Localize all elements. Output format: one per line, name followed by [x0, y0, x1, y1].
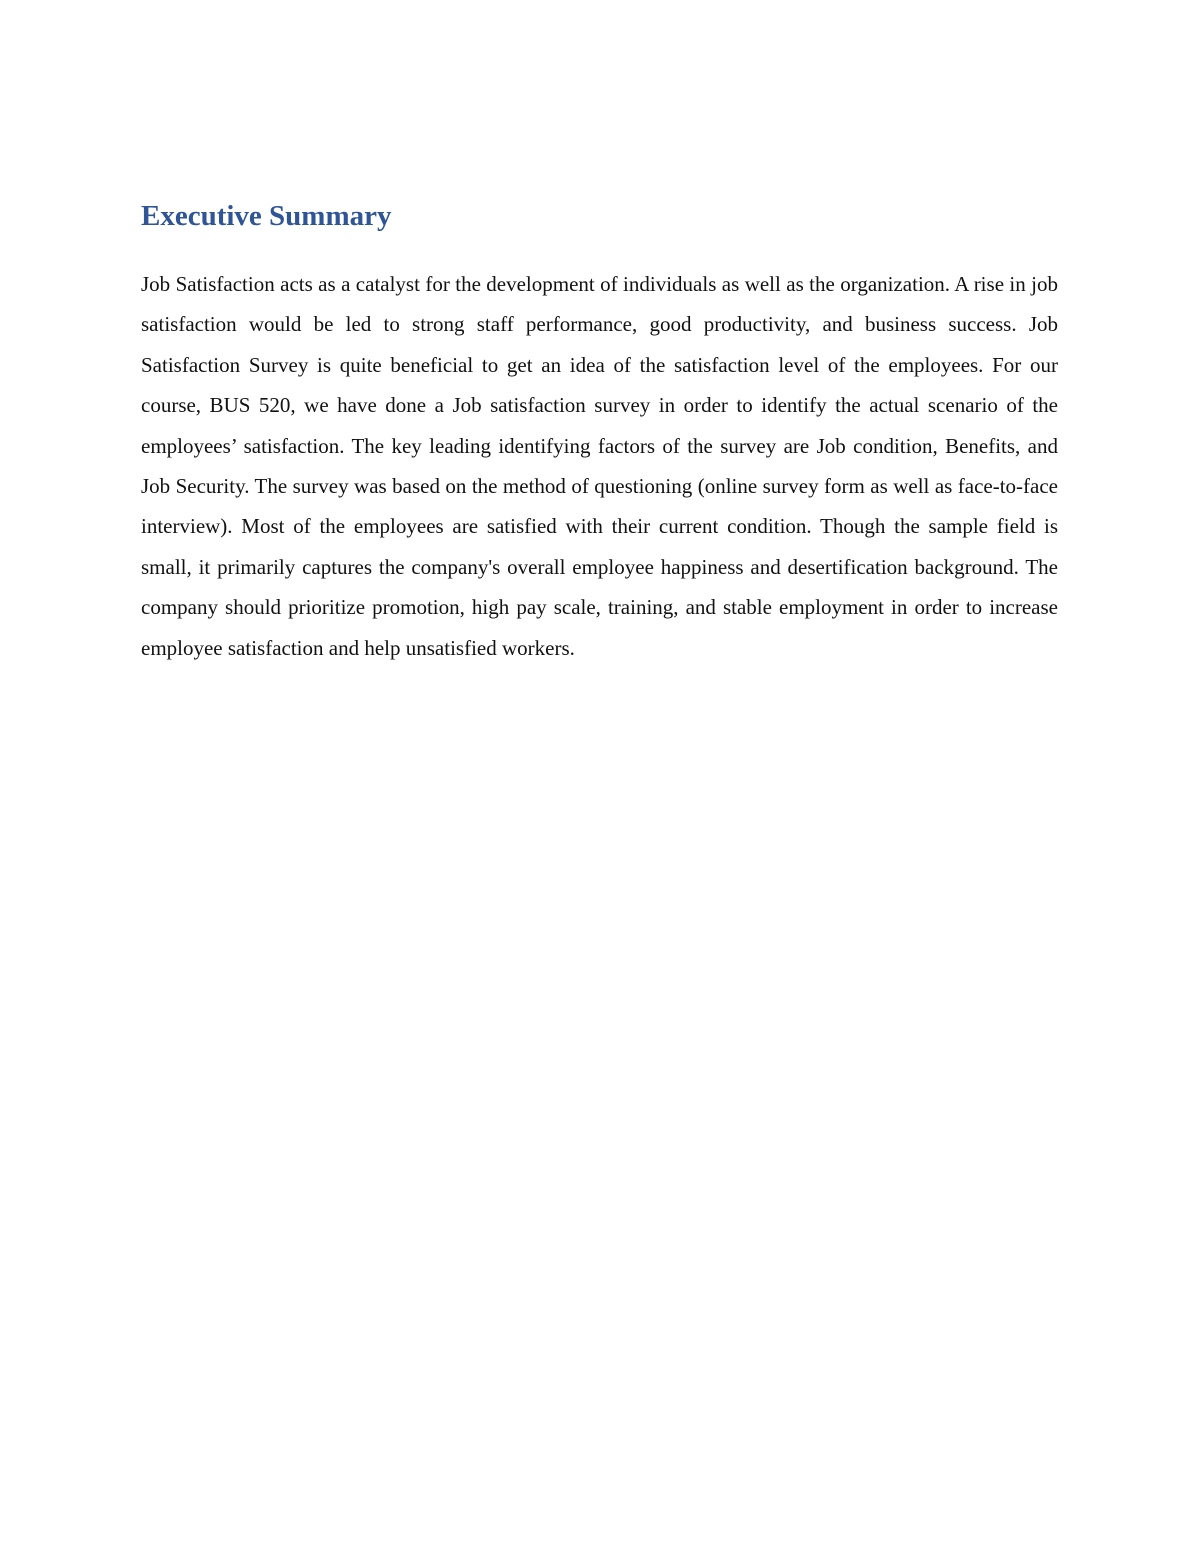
section-heading: Executive Summary: [141, 200, 392, 232]
summary-paragraph: Job Satisfaction acts as a catalyst for the development of individuals as well as the organization. A rise in job satisfaction would be led to strong staff performance, good productivity, and business success. Job Satisfaction Survey is quite beneficial to get an idea of the satisfaction level of the employees. For our course, BUS 520, we have done a Job satisfaction survey in order to identify the actual scenario of the employees’ satisfaction. The key leading identifying factors of the survey are Job condition, Benefits, and Job Security. The survey was based on the method of questioning (online survey form as well as face-to-face interview). Most of the employees are satisfied with their current condition. Though the sample field is small, it primarily captures the company's overall employee happiness and desertification background. The company should prioritize promotion, high pay scale, training, and stable employment in order to increase employee satisfaction and help unsatisfied workers.: [141, 272, 1058, 660]
